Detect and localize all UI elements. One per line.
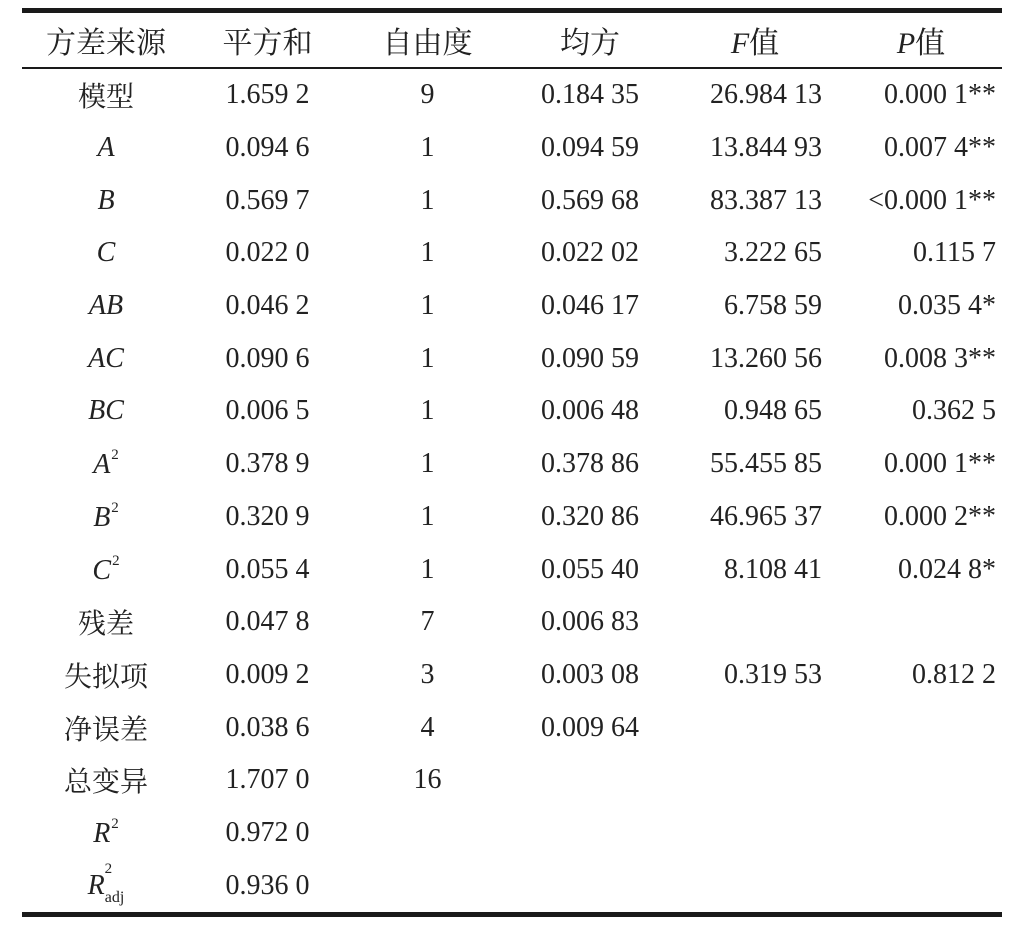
source-label: 模型	[77, 82, 134, 114]
cell-p-value: 0.115 7	[913, 237, 996, 269]
cell-f-value: 6.758 59	[724, 290, 822, 322]
source-label: B	[97, 184, 115, 216]
header-f-suffix: 值	[749, 27, 780, 60]
header-row	[22, 13, 1002, 67]
cell-sum-of-squares: 0.055 4	[225, 553, 310, 585]
cell-source	[22, 385, 190, 438]
cell-sum-of-squares: 0.038 6	[225, 711, 310, 743]
cell-f-value: 13.844 93	[710, 132, 822, 164]
cell-p-value	[840, 859, 1002, 912]
source-superscript: 2	[104, 860, 113, 877]
header-source: 方差来源	[46, 27, 166, 60]
header-sum-of-squares: 平方和	[222, 27, 313, 60]
cell-f-value	[670, 754, 840, 807]
cell-p-value	[840, 701, 1002, 754]
cell-mean-square: 0.003 08	[541, 658, 639, 690]
cell-mean-square: 0.094 59	[541, 132, 639, 164]
anova-table	[22, 13, 1002, 912]
cell-source	[22, 227, 190, 280]
cell-p-value	[840, 754, 1002, 807]
cell-mean-square: 0.378 86	[541, 448, 639, 480]
cell-degrees-of-freedom: 7	[420, 606, 435, 638]
cell-f-value: 46.965 37	[710, 500, 822, 532]
header-p-suffix: 值	[915, 27, 946, 60]
cell-mean-square	[510, 859, 670, 912]
table-row	[22, 596, 1002, 649]
cell-source	[22, 332, 190, 385]
source-subscript: adj	[104, 888, 125, 906]
source-label: 净误差	[63, 714, 148, 746]
source-superscript: 2	[111, 447, 119, 464]
source-superscript: 2	[112, 552, 120, 569]
cell-source	[22, 649, 190, 702]
table-row	[22, 754, 1002, 807]
source-label: C	[96, 237, 116, 269]
cell-degrees-of-freedom: 4	[420, 711, 435, 743]
cell-f-value	[670, 859, 840, 912]
cell-sum-of-squares: 0.320 9	[225, 500, 310, 532]
source-superscript: 2	[111, 499, 119, 516]
cell-f-value: 26.984 13	[710, 79, 822, 111]
cell-p-value: 0.362 5	[912, 395, 996, 427]
cell-source	[22, 807, 190, 860]
cell-mean-square: 0.569 68	[541, 184, 639, 216]
header-degrees-of-freedom: 自由度	[382, 27, 473, 60]
cell-degrees-of-freedom: 3	[420, 658, 435, 690]
header-f-letter: F	[730, 27, 750, 60]
cell-f-value	[670, 807, 840, 860]
cell-mean-square	[510, 754, 670, 807]
cell-p-value: 0.024 8*	[898, 553, 996, 585]
cell-source	[22, 859, 190, 912]
cell-degrees-of-freedom: 1	[420, 553, 435, 585]
bottom-rule	[22, 912, 1002, 917]
cell-degrees-of-freedom: 1	[420, 448, 435, 480]
cell-f-value: 0.948 65	[724, 395, 822, 427]
cell-source	[22, 543, 190, 596]
source-superscript: 2	[111, 815, 119, 832]
table-row	[22, 385, 1002, 438]
source-label: AB	[88, 290, 124, 322]
header-p-letter: P	[896, 27, 916, 60]
header-f-value	[670, 13, 840, 67]
cell-p-value: <0.000 1**	[868, 184, 996, 216]
cell-f-value: 3.222 65	[724, 237, 822, 269]
cell-sum-of-squares: 0.022 0	[225, 237, 310, 269]
cell-sum-of-squares: 0.378 9	[225, 448, 310, 480]
table-row	[22, 280, 1002, 333]
table-row	[22, 543, 1002, 596]
cell-degrees-of-freedom	[345, 807, 510, 860]
cell-sum-of-squares: 0.569 7	[225, 184, 310, 216]
cell-sum-of-squares: 0.006 5	[225, 395, 310, 427]
cell-source	[22, 69, 190, 122]
cell-f-value: 55.455 85	[710, 448, 822, 480]
cell-sum-of-squares: 0.936 0	[225, 869, 310, 901]
cell-p-value: 0.007 4**	[884, 132, 996, 164]
cell-source	[22, 754, 190, 807]
cell-mean-square: 0.046 17	[541, 290, 639, 322]
cell-sum-of-squares: 0.047 8	[225, 606, 310, 638]
table-row	[22, 807, 1002, 860]
table-row	[22, 332, 1002, 385]
source-label: C	[92, 554, 112, 586]
cell-p-value: 0.000 1**	[884, 79, 996, 111]
cell-p-value	[840, 596, 1002, 649]
cell-source	[22, 438, 190, 491]
anova-table-container	[22, 8, 1002, 917]
cell-p-value	[840, 807, 1002, 860]
cell-p-value: 0.035 4*	[898, 290, 996, 322]
cell-degrees-of-freedom	[345, 859, 510, 912]
cell-degrees-of-freedom: 9	[420, 79, 435, 111]
cell-sum-of-squares: 1.659 2	[225, 79, 310, 111]
source-label: 总变异	[63, 767, 148, 799]
cell-source	[22, 122, 190, 175]
cell-p-value: 0.008 3**	[884, 342, 996, 374]
header-mean-square: 均方	[560, 27, 620, 60]
cell-mean-square: 0.090 59	[541, 342, 639, 374]
header-p-value	[840, 13, 1002, 67]
cell-degrees-of-freedom: 1	[420, 237, 435, 269]
source-letter: R	[87, 869, 105, 901]
table-row	[22, 438, 1002, 491]
cell-sum-of-squares: 0.972 0	[225, 816, 310, 848]
table-row	[22, 649, 1002, 702]
cell-sum-of-squares: 0.046 2	[225, 290, 310, 322]
cell-sum-of-squares: 0.090 6	[225, 342, 310, 374]
table-header	[22, 13, 1002, 69]
cell-sum-of-squares: 0.094 6	[225, 132, 310, 164]
cell-source	[22, 280, 190, 333]
cell-degrees-of-freedom: 1	[420, 395, 435, 427]
table-body	[22, 69, 1002, 912]
cell-degrees-of-freedom: 1	[420, 500, 435, 532]
source-label: AC	[88, 342, 124, 374]
table-row	[22, 227, 1002, 280]
cell-mean-square: 0.006 83	[541, 606, 639, 638]
cell-mean-square: 0.184 35	[541, 79, 639, 111]
cell-degrees-of-freedom: 1	[420, 290, 435, 322]
cell-degrees-of-freedom: 1	[420, 132, 435, 164]
source-label: A	[93, 449, 111, 481]
cell-mean-square	[510, 807, 670, 860]
cell-source	[22, 596, 190, 649]
cell-mean-square: 0.022 02	[541, 237, 639, 269]
table-row	[22, 122, 1002, 175]
source-symbol	[87, 860, 125, 906]
source-label: 失拟项	[63, 661, 148, 693]
source-label: A	[97, 132, 115, 164]
cell-p-value: 0.000 1**	[884, 448, 996, 480]
cell-sum-of-squares: 1.707 0	[225, 764, 310, 796]
cell-degrees-of-freedom: 16	[413, 764, 442, 796]
cell-mean-square: 0.055 40	[541, 553, 639, 585]
cell-f-value: 13.260 56	[710, 342, 822, 374]
cell-source	[22, 174, 190, 227]
table-row	[22, 69, 1002, 122]
cell-f-value	[670, 701, 840, 754]
table-row	[22, 174, 1002, 227]
cell-p-value: 0.812 2	[912, 658, 996, 690]
cell-degrees-of-freedom: 1	[420, 342, 435, 374]
cell-sum-of-squares: 0.009 2	[225, 658, 310, 690]
source-label: B	[93, 501, 111, 533]
cell-f-value	[670, 596, 840, 649]
source-label: BC	[88, 395, 124, 427]
cell-f-value: 0.319 53	[724, 658, 822, 690]
cell-f-value: 8.108 41	[724, 553, 822, 585]
table-row	[22, 859, 1002, 912]
cell-degrees-of-freedom: 1	[420, 184, 435, 216]
cell-mean-square: 0.320 86	[541, 500, 639, 532]
cell-f-value: 83.387 13	[710, 184, 822, 216]
cell-source	[22, 701, 190, 754]
source-label: R	[93, 817, 111, 849]
source-label: 残差	[77, 609, 134, 641]
cell-source	[22, 491, 190, 544]
table-row	[22, 491, 1002, 544]
cell-p-value: 0.000 2**	[884, 500, 996, 532]
cell-mean-square: 0.006 48	[541, 395, 639, 427]
table-row	[22, 701, 1002, 754]
cell-mean-square: 0.009 64	[541, 711, 639, 743]
